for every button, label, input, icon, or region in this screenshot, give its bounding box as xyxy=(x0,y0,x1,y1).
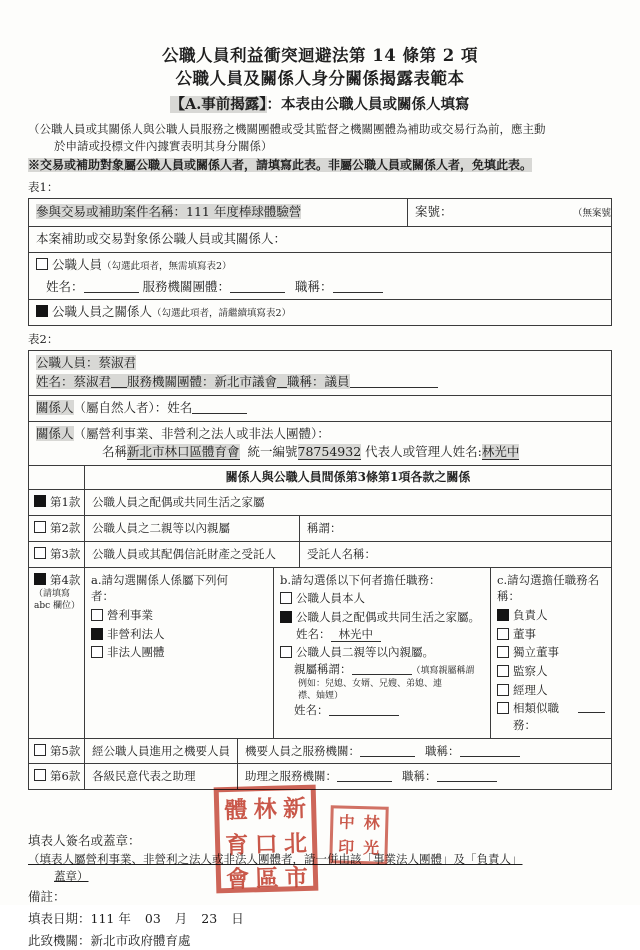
official-title-blank[interactable] xyxy=(350,375,438,388)
org-rep-value: 林光中 xyxy=(481,444,520,460)
clause3-desc: 公職人員或其配偶信託財產之受託人 xyxy=(85,542,300,567)
col-c-option1-label: 負責人 xyxy=(513,607,548,622)
related-person-note: （勾選此項者，請繼續填寫表2） xyxy=(152,308,292,320)
col-c-option5-checkbox[interactable] xyxy=(497,684,509,696)
col-b-relation-note1: （填寫親屬稱謂 xyxy=(411,665,475,676)
case-name-value: 111 年度棒球體驗營 xyxy=(186,204,302,220)
col-b-relation-note3: 襟、妯娌） xyxy=(298,690,344,701)
related-natural-row xyxy=(29,395,611,421)
clause6-no: 第6款 xyxy=(50,769,81,784)
clause2-extra: 稱謂： xyxy=(307,521,342,536)
clause3-no: 第3款 xyxy=(50,546,81,561)
clause1-desc: 公職人員之配偶或共同生活之家屬 xyxy=(92,495,265,510)
clause4-note2: abc 欄位） xyxy=(34,601,81,612)
col-b-option3-checkbox[interactable] xyxy=(280,646,292,658)
clause5-desc: 經公職人員進用之機要人員 xyxy=(85,739,238,764)
clause5-title-field[interactable] xyxy=(460,744,520,757)
organization-seal-stamp: 體 林 新 育 口 北 會 區 市 xyxy=(214,785,319,894)
official-row xyxy=(29,351,611,395)
clause4-col-b xyxy=(274,568,491,738)
footer-section xyxy=(28,794,612,950)
form-title-line1: 公職人員利益衝突迴避法第 14 條第 2 項 xyxy=(162,46,478,65)
col-c-option1-checkbox[interactable] xyxy=(497,609,509,621)
org-rep-label: 代表人或管理人姓名: xyxy=(365,444,482,460)
org-name-label: 名稱 xyxy=(102,444,128,460)
clause1-no: 第1款 xyxy=(50,495,81,510)
col-b-relation-label: 親屬稱謂： xyxy=(294,661,352,676)
official-org: 服務機關團體：新北市議會 xyxy=(127,374,278,390)
col-c-option2-checkbox[interactable] xyxy=(497,628,509,640)
relation-header-empty-cell xyxy=(29,466,85,489)
org-id-value: 78754932 xyxy=(297,444,362,460)
sign-note-line2: 蓋章） xyxy=(54,868,89,883)
public-servant-fields xyxy=(36,278,604,297)
clause3-extra: 受託人名稱： xyxy=(307,546,376,561)
public-servant-checkbox[interactable] xyxy=(36,258,48,270)
agency-value: 新北市政府體育處 xyxy=(90,932,191,948)
col-b-name2-field[interactable] xyxy=(329,703,399,716)
clause5-no: 第5款 xyxy=(50,743,81,758)
related-org-label: 關係人 xyxy=(36,425,74,441)
col-a-option2-checkbox[interactable] xyxy=(91,628,103,640)
clause6-extra: 助理之服務機關： 職稱： xyxy=(238,764,611,789)
col-c-title: c.請勾選擔任職務名稱： xyxy=(497,572,600,604)
col-b-option1-label: 公職人員本人 xyxy=(296,591,365,606)
sign-label: 填表人簽名或蓋章： xyxy=(28,832,141,848)
col-a-title2: 者： xyxy=(91,589,114,604)
t1-title-label: 職稱： xyxy=(295,278,333,294)
clause6-title-field[interactable] xyxy=(437,769,497,782)
table1-row-case xyxy=(29,199,611,226)
col-c-option6-checkbox[interactable] xyxy=(497,702,509,714)
t1-name-label: 姓名： xyxy=(46,278,84,294)
related-org-row xyxy=(29,421,611,466)
col-a-option2-label: 非營利法人 xyxy=(107,626,165,641)
table2-label: 表2： xyxy=(28,332,59,347)
col-a-title: a.請勾選關係人係屬下列何 xyxy=(91,572,229,587)
clause6-agency-field[interactable] xyxy=(337,769,392,782)
intro-note xyxy=(28,121,612,156)
t1-name-field[interactable] xyxy=(84,280,139,293)
t1-title-field[interactable] xyxy=(333,280,383,293)
notice-line: ※交易或補助對象屬公職人員或關係人者，請填寫此表。非屬公職人員或關係人者，免填此表。 xyxy=(28,158,533,173)
clause4-row xyxy=(29,567,611,738)
col-a-option1-checkbox[interactable] xyxy=(91,609,103,621)
clause5-row xyxy=(29,738,611,764)
clause2-checkbox[interactable] xyxy=(34,521,46,533)
identity-options-row xyxy=(29,252,611,300)
related-natural-name-field[interactable] xyxy=(192,401,247,414)
col-a-option3-label: 非法人團體 xyxy=(107,645,165,660)
col-a-option1-label: 營利事業 xyxy=(107,607,153,622)
option-related-person xyxy=(29,299,611,325)
related-org-rest: （屬營利事業、非營利之法人或非法人團體）： xyxy=(73,425,330,441)
table2 xyxy=(28,350,612,790)
clause6-row xyxy=(29,763,611,789)
related-person-label: 公職人員之關係人 xyxy=(52,304,153,320)
table1-label: 表1： xyxy=(28,180,59,195)
subject-row: 本案補助或交易對象係公職人員或其關係人： xyxy=(29,226,611,252)
public-servant-label: 公職人員 xyxy=(52,256,103,272)
col-b-name-value: 林光中 xyxy=(331,627,382,642)
remark-label: 備註： xyxy=(28,889,66,905)
public-servant-note: （勾選此項者，無需填寫表2） xyxy=(102,260,232,272)
relation-header-row xyxy=(29,465,611,489)
case-name-label: 參與交易或補助案件名稱： xyxy=(36,204,187,220)
table1 xyxy=(28,198,612,326)
clause1-row xyxy=(29,489,611,515)
clause5-extra: 機要人員之服務機關： 職稱： xyxy=(238,739,611,764)
clause5-checkbox[interactable] xyxy=(34,744,46,756)
clause3-checkbox[interactable] xyxy=(34,547,46,559)
case-number-label: 案號： xyxy=(415,204,453,220)
col-b-relation-note2: 例如：兒媳、女婿、兄嫂、弟媳、連 xyxy=(298,678,443,689)
clause3-row xyxy=(29,541,611,567)
intro-note-line2: 於申請或投標文件內據實表明其身分關係） xyxy=(54,138,273,153)
col-c-option5-label: 經理人 xyxy=(513,682,548,697)
addressed-agency-line: 此致機關：新北市政府體育處 xyxy=(28,932,191,948)
official-line: 公職人員：蔡淑君 xyxy=(36,355,137,371)
t1-org-label: 服務機關團體： xyxy=(142,278,231,294)
clause4-note1: （請填寫 xyxy=(34,589,71,600)
sign-note-line1: （填表人屬營利事業、非營利之法人或非法人團體者，請一併由該「事業法人團體」及「負責人」 xyxy=(28,851,523,866)
form-title-line2: 公職人員及關係人身分關係揭露表範本 xyxy=(175,69,465,89)
official-name: 姓名：蔡淑君 xyxy=(36,374,112,390)
official-title: 職稱：議員 xyxy=(287,374,350,390)
t1-org-field[interactable] xyxy=(230,280,285,293)
form-date-line: 填表日期：111 年 03 月 23 日 xyxy=(28,910,612,929)
related-natural-rest: （屬自然人者）：姓名 xyxy=(73,399,193,415)
related-natural-label: 關係人 xyxy=(36,399,74,415)
col-c-option4-checkbox[interactable] xyxy=(497,665,509,677)
col-b-title: b.請勾選係以下何者擔任職務： xyxy=(280,572,441,587)
col-b-relation-field[interactable] xyxy=(352,662,412,675)
case-name-cell xyxy=(29,199,407,226)
clause4-checkbox[interactable] xyxy=(34,573,46,585)
col-b-option1-checkbox[interactable] xyxy=(280,592,292,604)
pre-disclosure-rest: ：本表由公職人員或關係人填寫 xyxy=(266,95,470,113)
option-public-servant xyxy=(36,256,604,275)
date-month: 03 xyxy=(144,910,161,926)
col-b-option3-label: 公職人員二親等以內親屬。 xyxy=(296,645,434,660)
col-b-option2-checkbox[interactable] xyxy=(280,611,292,623)
col-b-name2-label: 姓名： xyxy=(294,702,329,717)
date-day: 23 xyxy=(201,910,218,926)
case-number-note: （無案號 xyxy=(572,208,611,220)
related-person-checkbox[interactable] xyxy=(36,305,48,317)
clause2-row xyxy=(29,515,611,541)
col-b-name-label: 姓名： xyxy=(296,626,331,641)
clause2-no: 第2款 xyxy=(50,521,81,536)
pre-disclosure-highlight: 【A.事前揭露】 xyxy=(170,95,267,113)
col-c-option2-label: 董事 xyxy=(513,626,536,641)
person-seal-stamp: 中 林 印 光 xyxy=(329,805,388,864)
col-c-option3-label: 獨立董事 xyxy=(513,645,559,660)
col-c-option6-field[interactable] xyxy=(578,700,605,713)
clause2-desc: 公職人員之二親等以內親屬 xyxy=(85,516,300,541)
intro-note-line1: （公職人員或其關係人與公職人員服務之機關團體或受其監督之機關團體為補助或交易行為前，應主動 xyxy=(28,121,546,136)
pre-disclosure-heading xyxy=(28,94,612,116)
clause5-agency-field[interactable] xyxy=(360,744,415,757)
col-c-option4-label: 監察人 xyxy=(513,663,548,678)
clause4-col-a xyxy=(85,568,274,738)
col-c-option3-checkbox[interactable] xyxy=(497,646,509,658)
clause4-col-c xyxy=(491,568,611,738)
col-a-option3-checkbox[interactable] xyxy=(91,646,103,658)
clause6-checkbox[interactable] xyxy=(34,769,46,781)
clause4-no: 第4款 xyxy=(50,572,81,587)
relation-header-title: 關係人與公職人員間係第3條第1項各款之關係 xyxy=(225,470,471,485)
date-year: 111 xyxy=(90,910,115,926)
clause6-desc: 各級民意代表之助理 xyxy=(85,764,238,789)
org-id-label: 統一編號 xyxy=(247,444,298,460)
col-c-option6-label: 相類似職務： xyxy=(513,701,559,732)
col-b-option2-text: 公職人員之配偶或共同生活之家屬。姓名： 林光中 xyxy=(296,609,480,641)
org-name-value: 新北市林口區體育會 xyxy=(127,444,240,460)
case-number-cell xyxy=(407,199,611,226)
clause1-checkbox[interactable] xyxy=(34,495,46,507)
